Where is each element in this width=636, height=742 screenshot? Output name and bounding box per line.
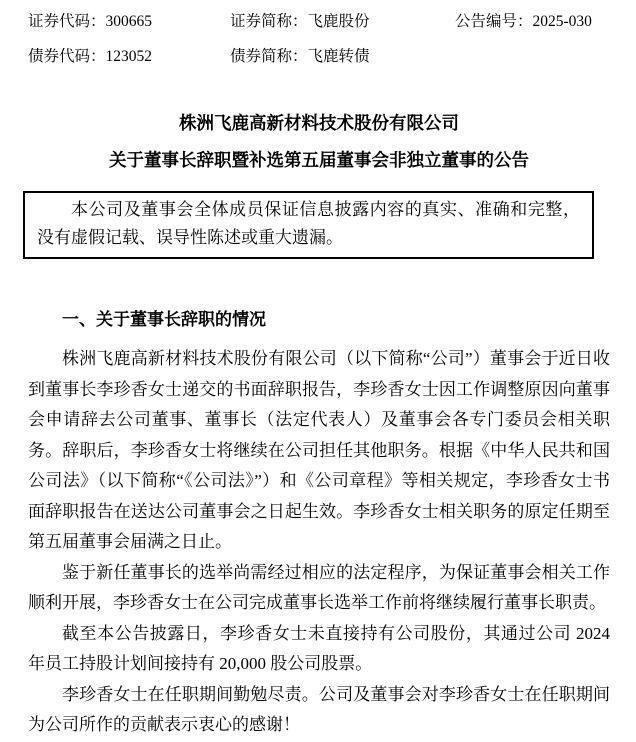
- section-1-paragraph-3: 截至本公告披露日，李珍香女士未直接持有公司股份，其通过公司 2024 年员工持股计划间接持有 20,000 股公司股票。: [28, 623, 610, 673]
- bond-name: 债券简称：飞鹿转债: [230, 48, 370, 65]
- document-title: [28, 105, 610, 179]
- disclaimer-box: 本公司及董事会全体成员保证信息披露内容的真实、准确和完整，没有虚假记载、误导性陈述或重大遗漏。: [23, 191, 594, 259]
- company-name-title-line: 株洲飞鹿高新材料技术股份有限公司: [179, 113, 459, 133]
- securities-header-row-1: [28, 12, 610, 32]
- stock-name: 证券简称：飞鹿股份: [230, 13, 370, 30]
- header-spacer: [455, 47, 610, 67]
- section-1-heading: 一、关于董事长辞职的情况: [62, 310, 266, 329]
- securities-header-row-2: [28, 47, 610, 67]
- announcement-subject-title-line: 关于董事长辞职暨补选第五届董事会非独立董事的公告: [109, 150, 529, 170]
- section-1-paragraph-4: 李珍香女士在任职期间勤勉尽责。公司及董事会对李珍香女士在任职期间为公司所作的贡献表示衷心的感谢！: [28, 684, 610, 734]
- announcement-number: 公告编号：2025-030: [455, 13, 592, 30]
- bond-code: 债券代码：123052: [28, 48, 153, 65]
- section-1-paragraph-1: 株洲飞鹿高新材料技术股份有限公司（以下简称“公司”）董事会于近日收到董事长李珍香女士递交的书面辞职报告，李珍香女士因工作调整原因向董事会申请辞去公司董事、董事长（法定代表人）及董事会各专门委员会相关职务。辞职后，李珍香女士将继续在公司担任其他职务。根据《中华人民共和国公司法》（以下简称“《公司法》”）和《公司章程》等相关规定，李珍香女士书面辞职报告在送达公司董事会之日起生效。李珍香女士相关职务的原定任期至第五届董事会届满之日止。: [28, 349, 610, 551]
- section-1-paragraph-2: 鉴于新任董事长的选举尚需经过相应的法定程序，为保证董事会相关工作顺利开展，李珍香女士在公司完成董事长选举工作前将继续履行董事长职责。: [28, 562, 610, 612]
- stock-code: 证券代码：300665: [28, 13, 153, 30]
